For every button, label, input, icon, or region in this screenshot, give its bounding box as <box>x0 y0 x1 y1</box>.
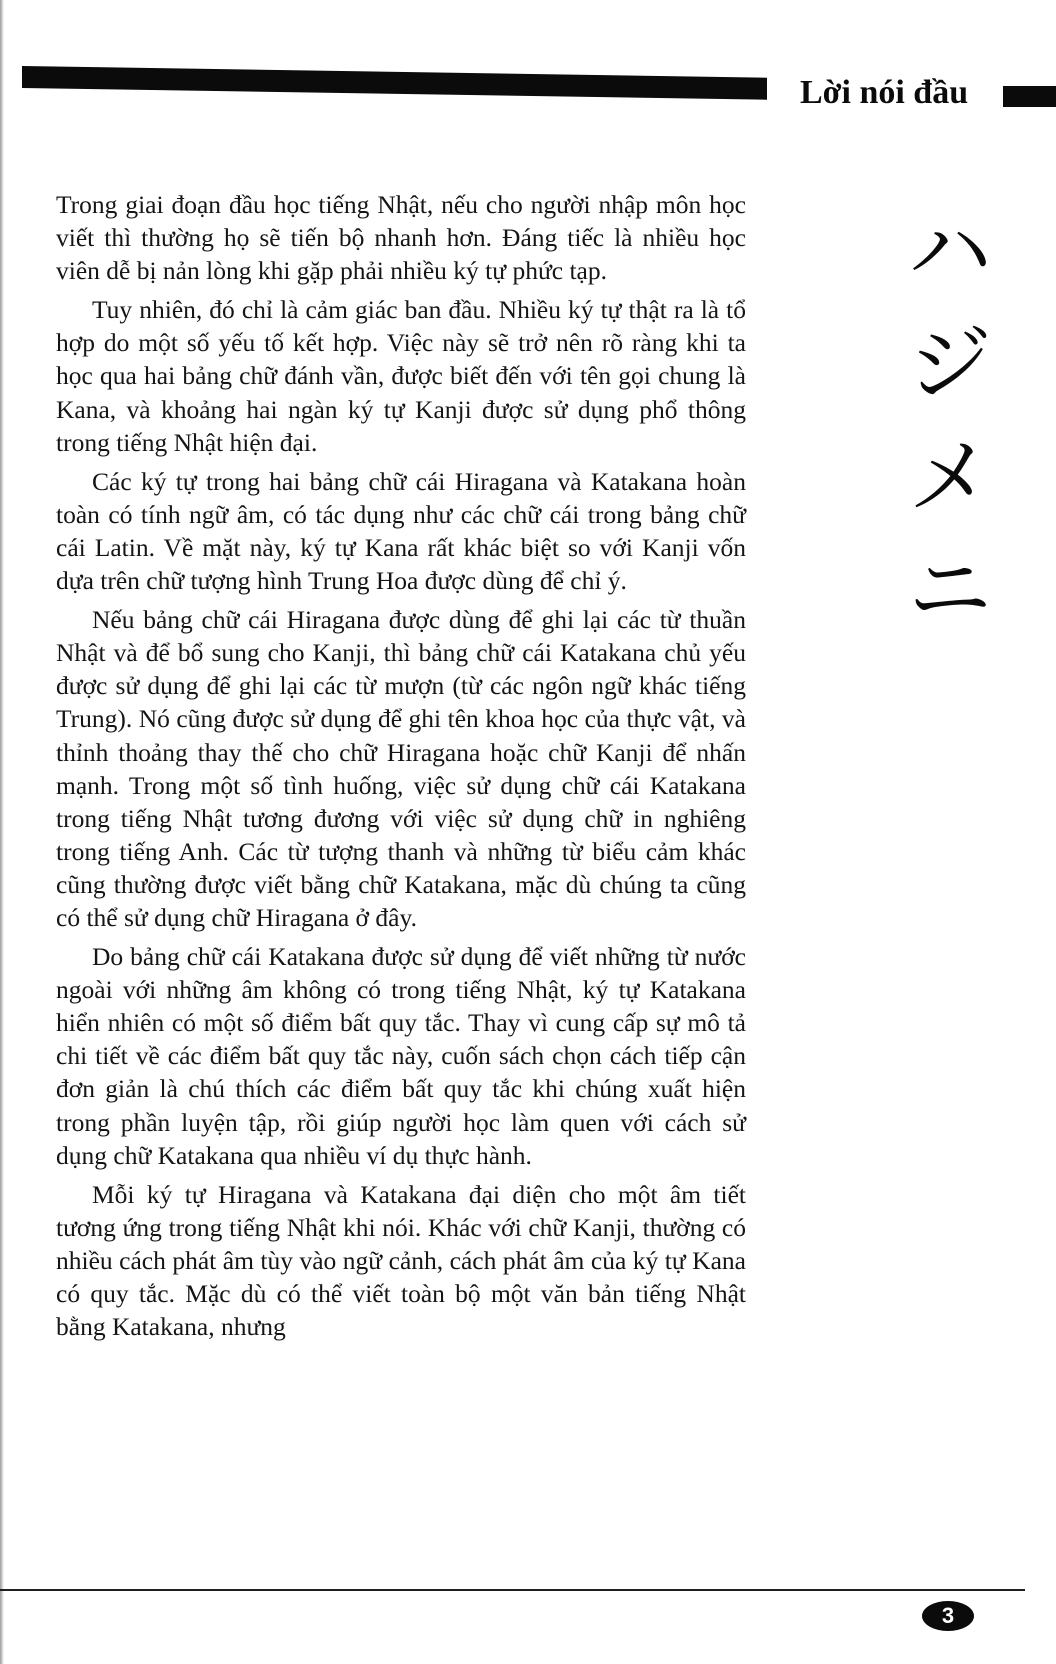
paragraph: Các ký tự trong hai bảng chữ cái Hiragana và Katakana hoàn toàn có tính ngữ âm, có tác dụng như các chữ cái trong bảng chữ cái Latin. Về mặt này, ký tự Kana rất khác biệt so với Kanji vốn dựa trên chữ tượng hình Trung Hoa được dùng để chỉ ý. <box>56 466 746 596</box>
header-rule <box>22 66 767 100</box>
side-title-vertical <box>895 195 1005 647</box>
side-title-char: ジ <box>907 315 992 413</box>
header-rule-end <box>1003 86 1056 107</box>
paragraph: Tuy nhiên, đó chỉ là cảm giác ban đầu. Nhiều ký tự thật ra là tổ hợp do một số yếu tố kết hợp. Việc này sẽ trở nên rõ ràng khi ta học qua hai bảng chữ đánh vần, được biết đến với tên gọi chung là Kana, và khoảng hai ngàn ký tự Kanji được sử dụng phổ thông trong tiếng Nhật hiện đại. <box>56 295 746 457</box>
footer-rule <box>0 1589 1025 1591</box>
paragraph: Trong giai đoạn đầu học tiếng Nhật, nếu cho người nhập môn học viết thì thường họ sẽ tiến bộ nhanh hơn. Đáng tiếc là nhiều học viên dễ bị nản lòng khi gặp phải nhiều ký tự phức tạp. <box>56 190 746 286</box>
side-title-char: メ <box>907 428 992 526</box>
paragraph: Do bảng chữ cái Katakana được sử dụng để viết những từ nước ngoài với những âm không có trong tiếng Nhật, ký tự Katakana hiển nhiên có một số điểm bất quy tắc. Thay vì cung cấp sự mô tả chi tiết về các điểm bất quy tắc này, cuốn sách chọn cách tiếp cận đơn giản là chú thích các điểm bất quy tắc khi chúng xuất hiện trong phần luyện tập, rồi giúp người học làm quen với cách sử dụng chữ Katakana qua nhiều ví dụ thực hành. <box>56 942 746 1170</box>
body-text <box>56 188 746 1349</box>
chapter-title: Lời nói đầu <box>800 74 969 111</box>
side-title-char: ハ <box>907 202 992 300</box>
page-edge-shadow <box>0 0 4 1664</box>
paragraph: Nếu bảng chữ cái Hiragana được dùng để ghi lại các từ thuần Nhật và để bổ sung cho Kanji, thì bảng chữ cái Katakana chủ yếu được sử dụng để ghi lại các từ mượn (từ các ngôn ngữ khác tiếng Trung). Nó cũng được sử dụng để ghi tên khoa học của thực vật, và thỉnh thoảng thay thế cho chữ Hiragana hoặc chữ Kanji để nhấn mạnh. Trong một số tình huống, việc sử dụng chữ cái Katakana trong tiếng Nhật tương đương với việc sử dụng chữ in nghiêng trong tiếng Anh. Các từ tượng thanh và những từ biểu cảm khác cũng thường được viết bằng chữ Katakana, mặc dù chúng ta cũng có thể sử dụng chữ Hiragana ở đây. <box>56 605 746 932</box>
side-title-char: ニ <box>907 541 992 639</box>
paragraph: Mỗi ký tự Hiragana và Katakana đại diện cho một âm tiết tương ứng trong tiếng Nhật khi nói. Khác với chữ Kanji, thường có nhiều cách phát âm tùy vào ngữ cảnh, cách phát âm của ký tự Kana có quy tắc. Mặc dù có thể viết toàn bộ một văn bản tiếng Nhật bằng Katakana, nhưng <box>56 1179 746 1342</box>
page-number-badge: 3 <box>922 1601 974 1631</box>
